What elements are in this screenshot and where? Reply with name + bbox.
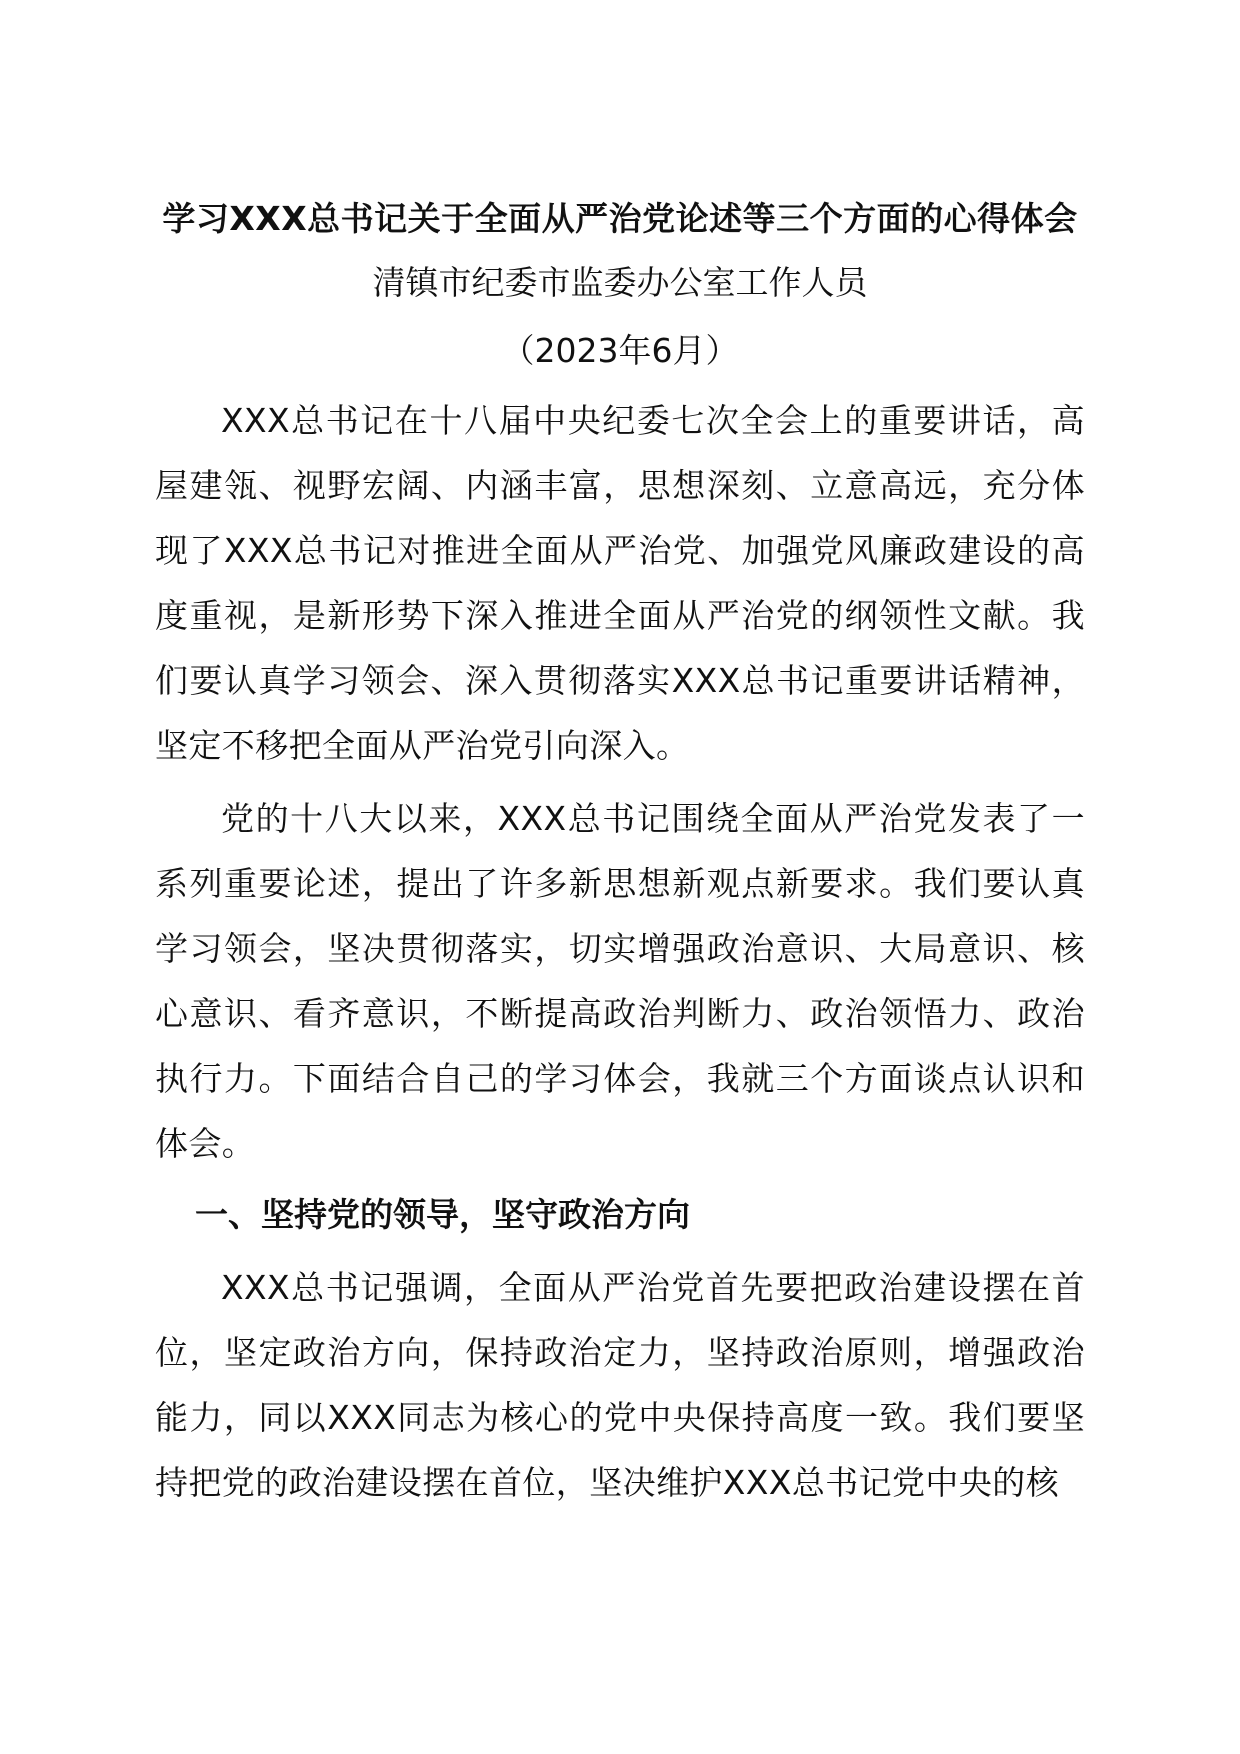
document-title: 学习XXX总书记关于全面从严治党论述等三个方面的心得体会 — [162, 199, 1078, 238]
document-page — [155, 190, 1085, 1515]
section-1-heading: 一、坚持党的领导，坚守政治方向 — [195, 1195, 690, 1234]
body-paragraph-2: 党的十八大以来，XXX总书记围绕全面从严治党发表了一系列重要论述，提出了许多新思想新观点新要求。我们要认真学习领会，坚决贯彻落实，切实增强政治意识、大局意识、核心意识、看齐意识，不断提高政治判断力、政治领悟力、政治执行力。下面结合自己的学习体会，我就三个方面谈点认识和体会。 — [155, 799, 1085, 1163]
document-date: （2023年6月） — [501, 331, 739, 370]
document-author: 清镇市纪委市监委办公室工作人员 — [372, 263, 868, 302]
section-1-paragraph: XXX总书记强调，全面从严治党首先要把政治建设摆在首位，坚定政治方向，保持政治定力，坚持政治原则，增强政治能力，同以XXX同志为核心的党中央保持高度一致。我们要坚持把党的政治建设摆在首位，坚决维护XXX总书记党中央的核 — [155, 1268, 1085, 1502]
body-paragraph-1: XXX总书记在十八届中央纪委七次全会上的重要讲话，高屋建瓴、视野宏阔、内涵丰富，思想深刻、立意高远，充分体现了XXX总书记对推进全面从严治党、加强党风廉政建设的高度重视，是新形势下深入推进全面从严治党的纲领性文献。我们要认真学习领会、深入贯彻落实XXX总书记重要讲话精神，坚定不移把全面从严治党引向深入。 — [155, 401, 1085, 765]
